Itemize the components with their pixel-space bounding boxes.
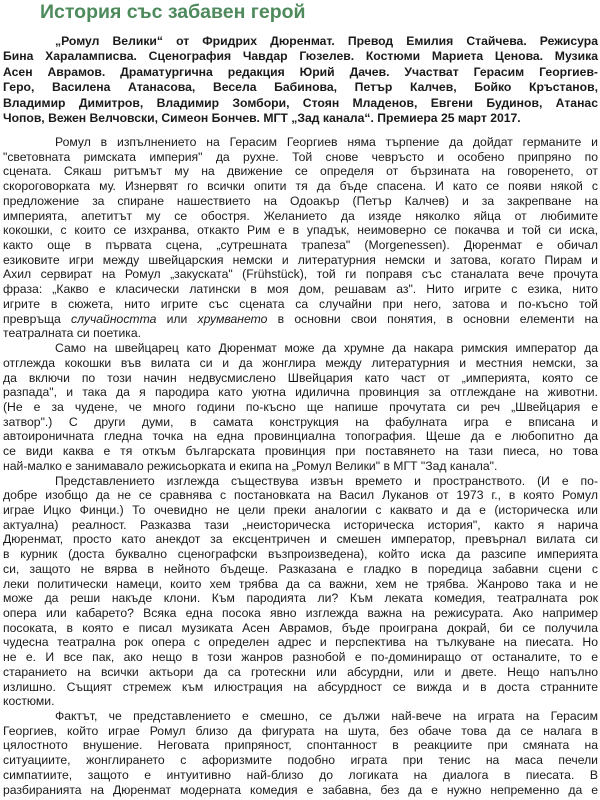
- paragraph-line: излишно. Същият стремеж към илюстрация на абсурдност се вижда и в доста странните: [3, 679, 598, 694]
- paragraph-line: фраза: „Какво е класически латински в моя дом, решавам аз". Нито игрите с езика, нито: [3, 282, 598, 297]
- credits-line: „Ромул Велики“ от Фридрих Дюренмат. Превод Емилия Стайчева. Режисура: [55, 34, 598, 48]
- credits-line: Владимир Димитров, Владимир Зомбори, Стоян Младенов, Евгени Будинов, Атанас: [3, 95, 598, 110]
- text-span: или: [156, 311, 198, 326]
- paragraph-line: актуална) реалност. Разказва тази „неисторическа историческа история", както я нарича: [3, 517, 598, 532]
- paragraph-line: чудесна театрална рок опера с определен адрес и перспектива на тълкуване на пиесата. Но: [3, 635, 598, 650]
- paragraph-line: Само на швейцарец като Дюренмат може да хрумне да накара римския император да: [55, 341, 598, 356]
- paragraph-line: Дюренмат, просто като анекдот за ексцентричен и смешен император, превърнал вилата си: [3, 532, 598, 547]
- paragraph-line: автоироничната гледна точка на една провинциална топография. Щеше да е любопитно да: [3, 429, 598, 444]
- paragraph-line: предложение за спиране нашествието на Одоакър (Петър Калчев) и за закрепване на: [3, 193, 598, 208]
- paragraph-line: скороговорката му. Изнервят го всички опити тя да бъде спасена. И като се появи някой с: [3, 179, 598, 194]
- paragraph-line: разбиранията на Дюренмат модерната комедия е забавна, без да е нужно непременно да е: [3, 782, 598, 797]
- paragraph-line: цялостното внушение. Неговата припряност, спонтанност в реакциите при смяната на: [3, 738, 598, 753]
- paragraph-line: симпатиите, защото е интуитивно най-близо до логиката на диалога в пиесата. В: [3, 767, 598, 782]
- paragraph-line: да включи по този начин недвусмислено Швейцария като част от „империята, която се: [3, 370, 598, 385]
- paragraph-line: [3, 312, 598, 327]
- paragraph-line: Представлението изглежда съществува извън времето и пространството. (И е по-: [55, 473, 598, 488]
- paragraph-line: си, защото не вярва в нейното бъдеще. Разказана е гладко в поредица забавни сцени с: [3, 561, 598, 576]
- paragraph-line: се види каква е тя откъм българската провинция при поставянето на тази пиеса, но това: [3, 444, 598, 459]
- paragraph-line: империята, апетитът му се обостря. Желанието да изяде няколко яйца от любимите: [3, 208, 598, 223]
- paragraph-line: разпада", и така да я пародира като уютна идилична провинция за отглеждане на животни.: [3, 385, 598, 400]
- paragraph-line: Ромул в изпълнението на Герасим Георгиев няма търпение да дойдат германите и: [55, 135, 598, 149]
- text-span: превръща: [3, 311, 72, 326]
- paragraph-line: езиковите игри между швейцарския немски и литературния немски и затова, когато Пирам и: [3, 252, 598, 267]
- paragraph-line: не е. И все пак, ако нещо в този жанров разнобой е по-доминиращо от останалите, то е: [3, 650, 598, 665]
- paragraph-line: (Не е за чудене, че много години по-късно ще напише прочутата си реч „Швейцария е: [3, 399, 598, 414]
- article-title: История със забавен герой: [40, 1, 306, 23]
- italic-term: хрумването: [197, 311, 268, 326]
- paragraph-line: костюми.: [3, 694, 55, 709]
- paragraph-line: Георгиев, който играе Ромул близо да фигурата на шута, без обаче това да се налага в: [3, 723, 598, 738]
- article-body: [3, 135, 598, 797]
- paragraph-line: игрите в сюжета, нито игрите със сцената са случайни при него, затова и по-късно той: [3, 296, 598, 311]
- paragraph-line: затвор".) С други думи, в самата конструкция на фабулната игра е вписана и: [3, 414, 598, 429]
- paragraph-line: кокошки, с които се изхранва, откакто Рим е в упадък, неимоверно се покачва и той си иска,: [3, 223, 598, 238]
- paragraph-line: ситуациите, жонглирането с афоризмите подобно играта при тенис на маса печели: [3, 753, 598, 768]
- production-credits: [3, 34, 598, 126]
- paragraph-line: посоката, в която е писал музиката Асен Аврамов, бъде проиграна докрай, би се получила: [3, 620, 598, 635]
- paragraph-line: Фактът, че представлението е смешно, се дължи най-вече на играта на Герасим: [55, 709, 598, 724]
- italic-term: случайността: [71, 311, 157, 326]
- paragraph-line: може да реши накъде клони. Към пародията ли? Към леката комедия, театралната рок: [3, 591, 598, 606]
- paragraph-line: старанието на всички актьори да са гротескни или абсурдни, или и двете. Нещо напълно: [3, 664, 598, 679]
- credits-line: Бина Хараламписва. Сценография Чавдар Гюзелев. Костюми Мариета Ценова. Музика: [3, 49, 598, 64]
- paragraph-line: леки политически намеци, които хем трябва да са важни, хем не трябва. Жанрово така и не: [3, 576, 598, 591]
- credits-line: Асен Аврамов. Драматургична редакция Юрий Дачев. Участват Герасим Георгиев-: [3, 64, 598, 79]
- paragraph-line: Ахил сервират на Ромул „закуската" (Frühstück), той ги поправя със станалата вече прочута: [3, 267, 598, 282]
- paragraph-line: както още в първата сцена, „сутрешната трапеза" (Morgenessen). Дюренмат е обичал: [3, 238, 598, 253]
- paragraph-line: театралната си поетика.: [3, 326, 142, 341]
- text-span: в основни свои понятия, в основни елементи на: [267, 311, 599, 326]
- paragraph-line: опера или кабарето? Всяка една посока явно изглежда важна на режисурата. Ако например: [3, 606, 598, 620]
- credits-line: Геро, Василена Атанасова, Весела Бабинова, Петър Калчев, Бойко Кръстанов,: [3, 80, 598, 95]
- paragraph-line: сцената. Сякаш ритъмът му на движение се определя от бързината на говоренето, от: [3, 164, 598, 179]
- credits-line: Чопов, Вежен Велчовски, Симеон Бончев. МГТ „Зад канала“. Премиера 25 март 2017.: [3, 110, 521, 125]
- paragraph-line: играе Ицко Финци.) То очевидно не цели преки аналогии с каквато и да е (историческа или: [3, 502, 598, 517]
- paragraph-line: отглежда кокошки във вилата си и да жонглира между литературния и местния немски, за: [3, 355, 598, 370]
- paragraph-line: добре изобщо да не се сравнява с постановката на Васил Луканов от 1973 г., в която Ромул: [3, 488, 598, 503]
- paragraph-line: най-малко е занимавало режисьорката и екипа на „Ромул Велики" в МГТ "Зад канала".: [3, 458, 498, 473]
- paragraph-line: в курник (доста буквално сценографски възпроизведена), който иска да разсипе империята: [3, 547, 598, 562]
- paragraph-line: "световната римската империя" да рухне. Той снове чевръсто и особено припряно по: [3, 149, 598, 164]
